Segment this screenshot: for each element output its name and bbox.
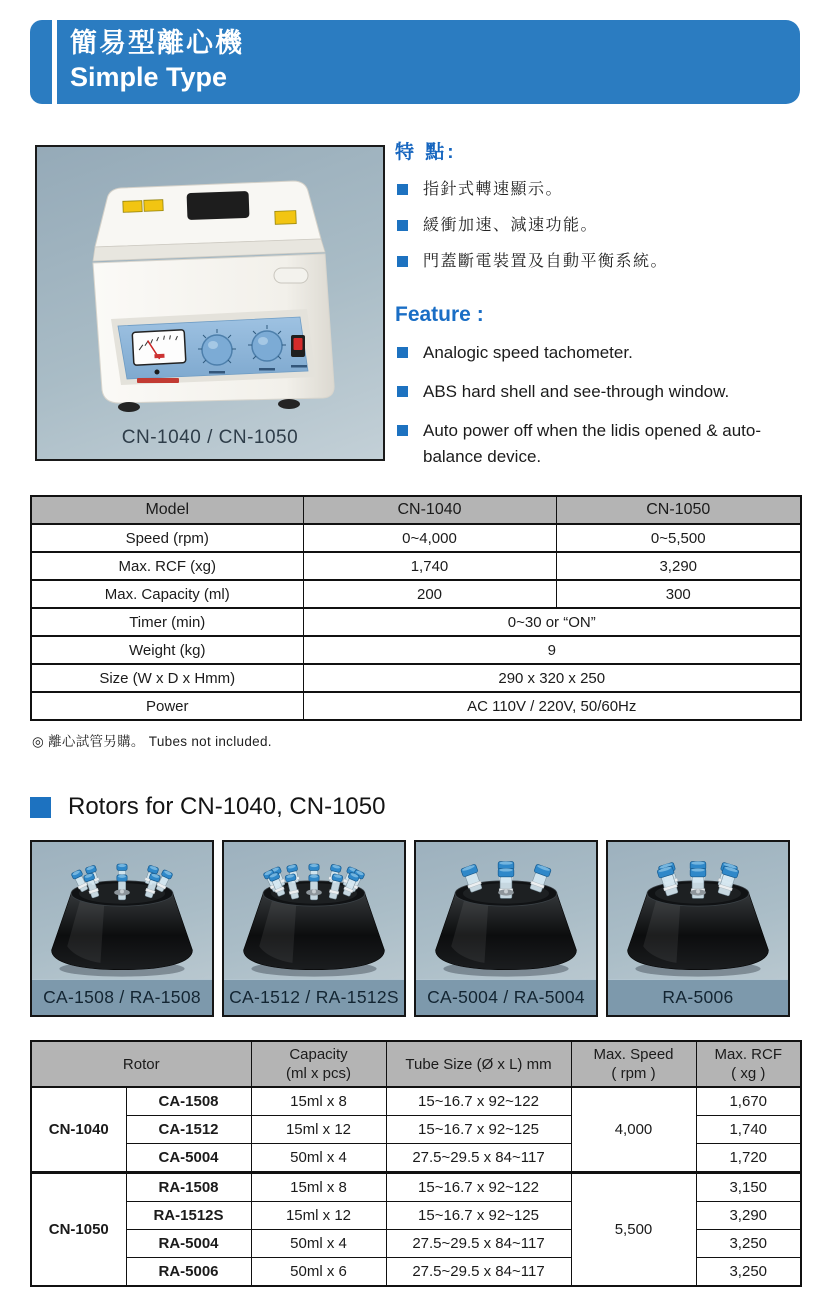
spec-header-cn1050: CN-1050 bbox=[556, 496, 801, 524]
header-line: ( xg ) bbox=[731, 1065, 766, 1082]
rotor-photo bbox=[30, 840, 214, 1017]
tube-size-cell: 15~16.7 x 92~122 bbox=[386, 1173, 571, 1202]
spec-label: Max. Capacity (ml) bbox=[31, 580, 303, 608]
header-bar bbox=[57, 20, 800, 104]
page-title-zh: 簡易型離心機 bbox=[70, 28, 244, 58]
brand-label bbox=[137, 378, 179, 383]
rotor-header-rotor: Rotor bbox=[31, 1041, 251, 1087]
section-bullet-icon bbox=[30, 797, 51, 818]
rotor-caption: CA-1512 / RA-1512S bbox=[224, 979, 404, 1015]
capacity-cell: 15ml x 12 bbox=[251, 1202, 386, 1230]
spec-value: 0~5,500 bbox=[556, 524, 801, 552]
features-zh-title: 特 點: bbox=[395, 142, 457, 163]
tubes-note: ◎ 離心試管另購。 Tubes not included. bbox=[32, 734, 272, 749]
rotor-figures bbox=[30, 840, 790, 1017]
rotor-cell: CA-5004 bbox=[126, 1144, 251, 1173]
rcf-cell: 3,250 bbox=[696, 1258, 801, 1287]
tube-size-cell: 15~16.7 x 92~125 bbox=[386, 1116, 571, 1144]
feature-item-text: ABS hard shell and see-through window. bbox=[423, 382, 730, 401]
feature-item bbox=[395, 340, 770, 366]
rotor-cell: RA-5004 bbox=[126, 1230, 251, 1258]
bullet-square-icon bbox=[397, 256, 408, 267]
header-line: Max. Speed bbox=[593, 1046, 674, 1063]
power-switch bbox=[291, 335, 305, 357]
spec-value: 290 x 320 x 250 bbox=[303, 664, 801, 692]
spec-label: Weight (kg) bbox=[31, 636, 303, 664]
features-zh-block bbox=[395, 137, 795, 285]
rcf-cell: 1,740 bbox=[696, 1116, 801, 1144]
rotors-section-title: Rotors for CN-1040, CN-1050 bbox=[68, 793, 386, 820]
spec-header-cn1040: CN-1040 bbox=[303, 496, 556, 524]
rotor-photo bbox=[222, 840, 406, 1017]
spec-header-model: Model bbox=[31, 496, 303, 524]
bullet-square-icon bbox=[397, 184, 408, 195]
spec-label: Max. RCF (xg) bbox=[31, 552, 303, 580]
bullet-square-icon bbox=[397, 425, 408, 436]
spec-value: 0~4,000 bbox=[303, 524, 556, 552]
warning-sticker-icon bbox=[275, 211, 296, 225]
spec-table bbox=[30, 495, 802, 721]
rcf-cell: 3,150 bbox=[696, 1173, 801, 1202]
tube-size-cell: 15~16.7 x 92~122 bbox=[386, 1087, 571, 1116]
speed-cell: 5,500 bbox=[571, 1173, 696, 1287]
tube-size-cell: 27.5~29.5 x 84~117 bbox=[386, 1230, 571, 1258]
spec-label: Size (W x D x Hmm) bbox=[31, 664, 303, 692]
table-row bbox=[31, 608, 801, 636]
rotor-header-max-speed bbox=[571, 1041, 696, 1087]
feature-item-text: 指針式轉速顯示。 bbox=[423, 181, 564, 198]
feature-item-text: 門蓋斷電裝置及自動平衡系統。 bbox=[423, 253, 669, 270]
speed-cell: 4,000 bbox=[571, 1087, 696, 1173]
rcf-cell: 3,290 bbox=[696, 1202, 801, 1230]
features-en-block bbox=[395, 303, 795, 483]
model-cell: CN-1040 bbox=[31, 1087, 126, 1173]
header-line: (ml x pcs) bbox=[286, 1065, 351, 1082]
feature-item bbox=[395, 249, 770, 274]
product-caption: CN-1040 / CN-1050 bbox=[121, 427, 299, 448]
spec-label: Timer (min) bbox=[31, 608, 303, 636]
features-en-title: Feature : bbox=[395, 303, 484, 326]
rotor-header-tube-size: Tube Size (Ø x L) mm bbox=[386, 1041, 571, 1087]
centrifuge-image bbox=[37, 151, 383, 429]
table-header-row bbox=[31, 1041, 801, 1087]
capacity-cell: 15ml x 12 bbox=[251, 1116, 386, 1144]
table-row bbox=[31, 580, 801, 608]
table-header-row bbox=[31, 496, 801, 524]
spec-value: 9 bbox=[303, 636, 801, 664]
spec-value: 1,740 bbox=[303, 552, 556, 580]
tube-size-cell: 27.5~29.5 x 84~117 bbox=[386, 1258, 571, 1287]
spec-value: 200 bbox=[303, 580, 556, 608]
rotor-caption: RA-5006 bbox=[608, 979, 788, 1015]
header-line: Capacity bbox=[289, 1046, 348, 1063]
bullet-square-icon bbox=[397, 220, 408, 231]
rotor-caption: CA-5004 / RA-5004 bbox=[416, 979, 596, 1015]
rcf-cell: 1,720 bbox=[696, 1144, 801, 1173]
rcf-cell: 3,250 bbox=[696, 1230, 801, 1258]
spec-label: Speed (rpm) bbox=[31, 524, 303, 552]
rotor-photo bbox=[414, 840, 598, 1017]
tube-size-cell: 27.5~29.5 x 84~117 bbox=[386, 1144, 571, 1173]
rotor-cell: RA-5006 bbox=[126, 1258, 251, 1287]
spec-value: 300 bbox=[556, 580, 801, 608]
model-cell: CN-1050 bbox=[31, 1173, 126, 1287]
rotor-cell: RA-1508 bbox=[126, 1173, 251, 1202]
feature-item bbox=[395, 213, 770, 238]
capacity-cell: 50ml x 4 bbox=[251, 1230, 386, 1258]
product-photo bbox=[35, 145, 385, 461]
warning-sticker-icon bbox=[123, 201, 142, 213]
feature-item bbox=[395, 379, 770, 405]
feature-item-text: Analogic speed tachometer. bbox=[423, 343, 633, 362]
capacity-cell: 50ml x 4 bbox=[251, 1144, 386, 1173]
feature-item-text: 緩衝加速、減速功能。 bbox=[423, 217, 599, 234]
rotor-caption: CA-1508 / RA-1508 bbox=[32, 979, 212, 1015]
feature-item bbox=[395, 177, 770, 202]
rotor-header-capacity bbox=[251, 1041, 386, 1087]
bullet-square-icon bbox=[397, 347, 408, 358]
tube-size-cell: 15~16.7 x 92~125 bbox=[386, 1202, 571, 1230]
bullet-square-icon bbox=[397, 386, 408, 397]
table-row bbox=[31, 692, 801, 720]
header-line: ( rpm ) bbox=[611, 1065, 656, 1082]
spec-value: 3,290 bbox=[556, 552, 801, 580]
feature-item bbox=[395, 418, 770, 470]
tachometer-gauge bbox=[132, 330, 186, 366]
table-row bbox=[31, 524, 801, 552]
table-row bbox=[31, 1173, 801, 1202]
feature-item-text: Auto power off when the lidis opened & auto-balance device. bbox=[423, 421, 762, 466]
table-row bbox=[31, 552, 801, 580]
page-title-en: Simple Type bbox=[70, 62, 228, 92]
table-row bbox=[31, 664, 801, 692]
table-row bbox=[31, 636, 801, 664]
spec-value: AC 110V / 220V, 50/60Hz bbox=[303, 692, 801, 720]
spec-label: Power bbox=[31, 692, 303, 720]
capacity-cell: 15ml x 8 bbox=[251, 1173, 386, 1202]
rotor-photo bbox=[606, 840, 790, 1017]
table-row bbox=[31, 1087, 801, 1116]
header-accent-tab bbox=[30, 20, 52, 104]
rcf-cell: 1,670 bbox=[696, 1087, 801, 1116]
rotor-cell: CA-1508 bbox=[126, 1087, 251, 1116]
capacity-cell: 50ml x 6 bbox=[251, 1258, 386, 1287]
capacity-cell: 15ml x 8 bbox=[251, 1087, 386, 1116]
rotor-header-max-rcf bbox=[696, 1041, 801, 1087]
header-banner bbox=[30, 20, 800, 104]
rotor-cell: RA-1512S bbox=[126, 1202, 251, 1230]
rotor-cell: CA-1512 bbox=[126, 1116, 251, 1144]
spec-value: 0~30 or “ON” bbox=[303, 608, 801, 636]
warning-sticker-icon bbox=[144, 200, 163, 212]
rotors-section-heading bbox=[30, 793, 385, 821]
rotor-table bbox=[30, 1040, 802, 1287]
header-line: Max. RCF bbox=[714, 1046, 782, 1063]
